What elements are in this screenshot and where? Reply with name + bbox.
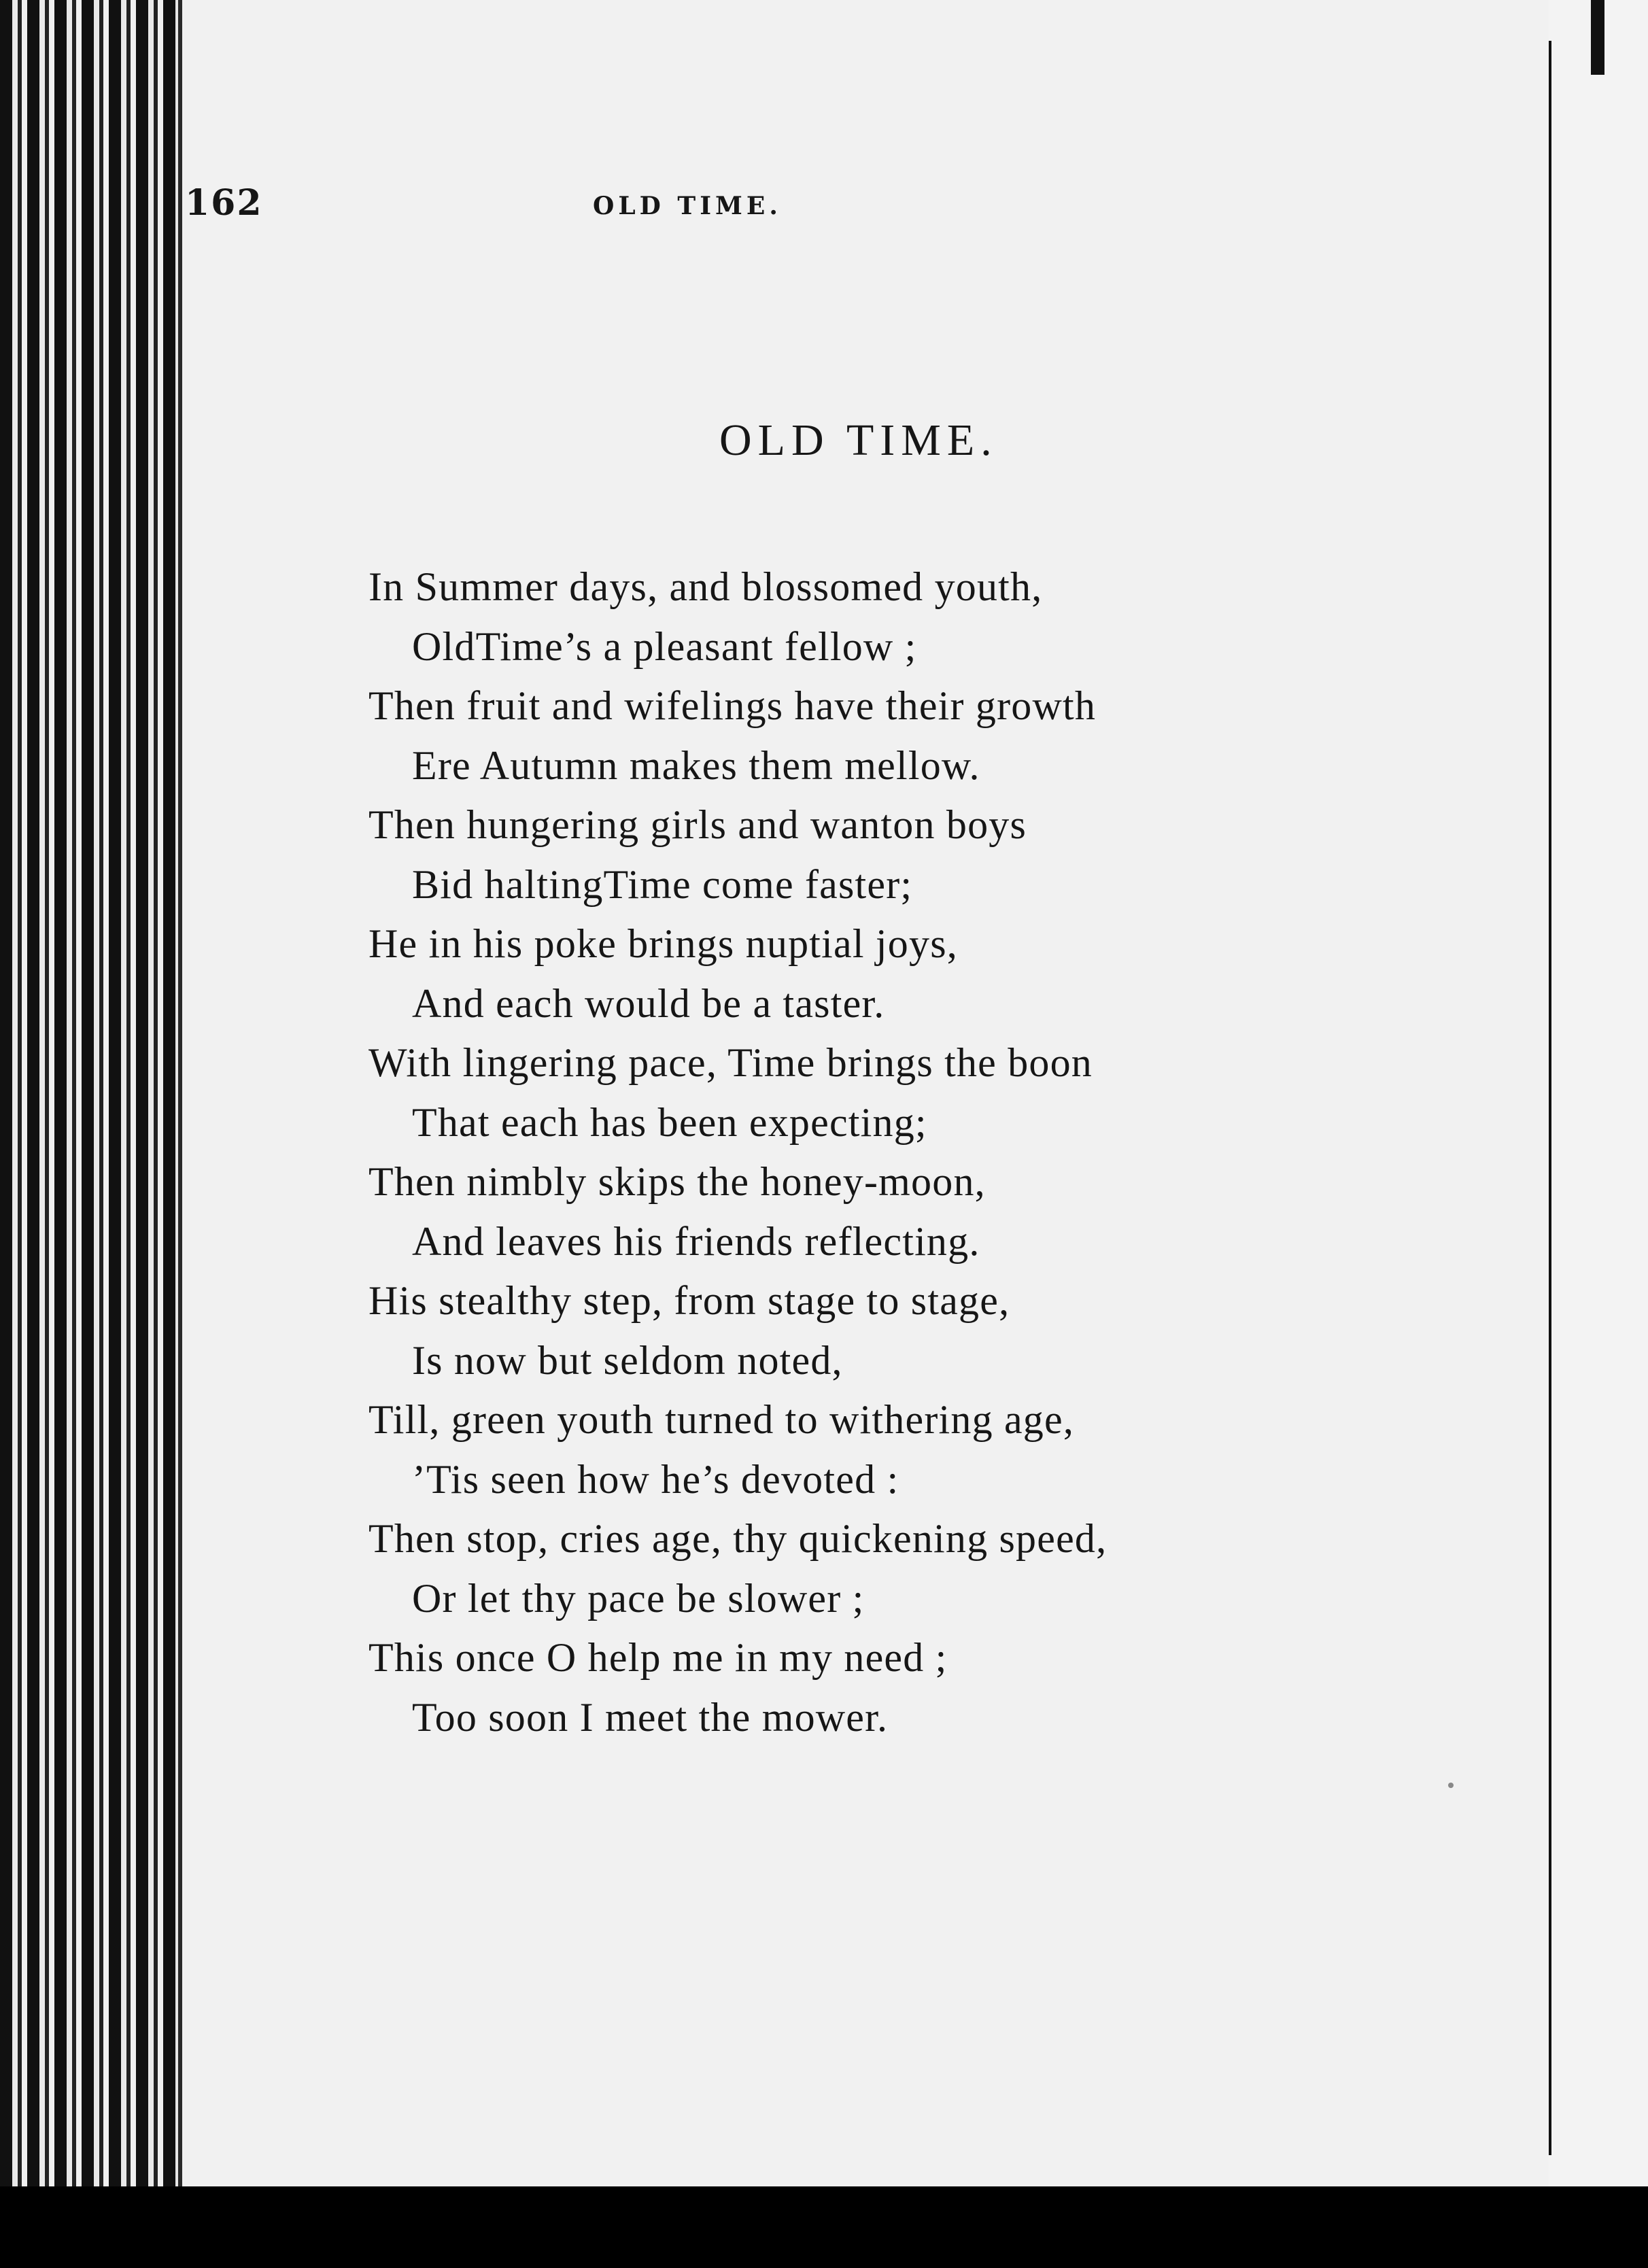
poem-line: Ere Autumn makes them mellow. (412, 742, 980, 788)
facing-page-shadow (1591, 0, 1604, 75)
poem-line: And leaves his friends reflecting. (412, 1218, 980, 1264)
paper-speck (1448, 1783, 1454, 1788)
poem-line: In Summer days, and blossomed youth, (368, 564, 1043, 609)
poem-line: Then stop, cries age, thy quickening speed, (368, 1516, 1108, 1561)
poem-line: That each has been expecting; (412, 1099, 927, 1145)
stacked-page-edges (0, 0, 184, 2200)
poem-line: He in his poke brings nuptial joys, (368, 921, 958, 966)
facing-page-edge (1545, 0, 1648, 2200)
poem-title: OLD TIME. (719, 415, 998, 465)
poem-line: Bid haltingTime come faster; (412, 861, 913, 907)
poem-line: Then fruit and wifelings have their growth (368, 683, 1097, 728)
scan-bottom-margin (0, 2186, 1648, 2268)
poem-line: This once O help me in my need ; (368, 1635, 948, 1680)
poem-line: Too soon I meet the mower. (412, 1694, 889, 1740)
poem-line: Or let thy pace be slower ; (412, 1575, 865, 1621)
poem-line: Is now but seldom noted, (412, 1337, 843, 1383)
poem-line: Then hungering girls and wanton boys (368, 802, 1027, 847)
poem-body (368, 557, 1470, 1747)
poem-line: His stealthy step, from stage to stage, (368, 1278, 1010, 1323)
running-title: OLD TIME. (593, 192, 782, 220)
poem-line: And each would be a taster. (412, 980, 885, 1026)
poem-line: Till, green youth turned to withering age, (368, 1397, 1075, 1442)
poem-line: OldTime’s a pleasant fellow ; (412, 623, 917, 669)
poem-line: ’Tis seen how he’s devoted : (412, 1456, 899, 1502)
page-number: 162 (185, 182, 263, 224)
poem-line: With lingering pace, Time brings the boon (368, 1040, 1093, 1085)
poem-line: Then nimbly skips the honey-moon, (368, 1159, 986, 1204)
